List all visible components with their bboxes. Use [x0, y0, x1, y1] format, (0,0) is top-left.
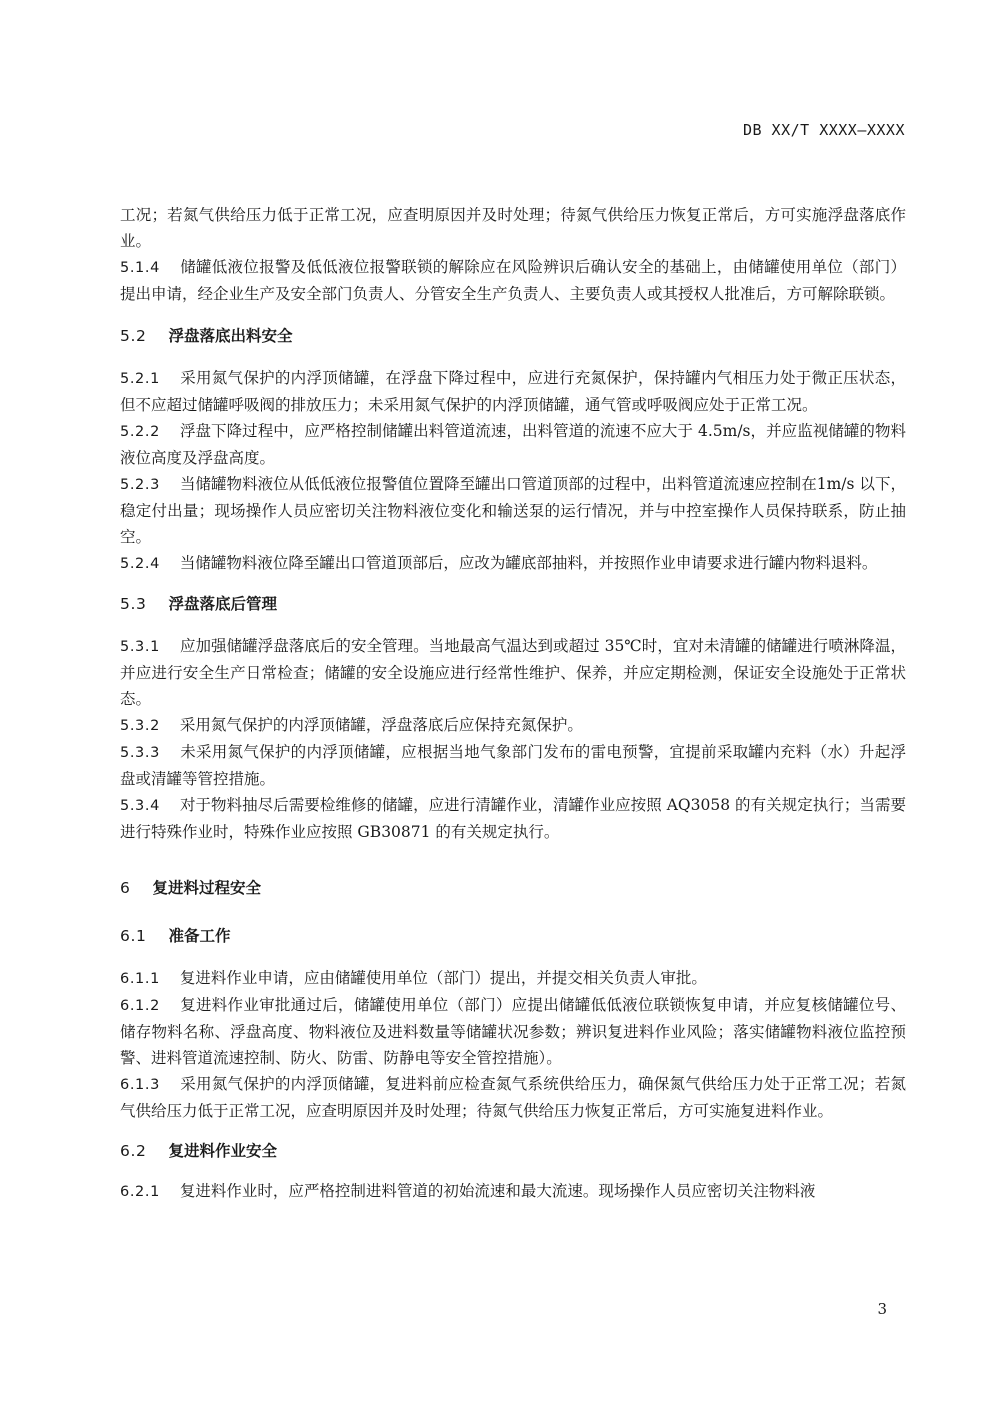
clause-text: 对于物料抽尽后需要检维修的储罐，应进行清罐作业，清罐作业应按照 AQ3058 的有关规定执行；当需要进行特殊作业时，特殊作业应按照 GB30871 的有关规定执行。: [120, 796, 906, 841]
clause-6-1-3: [120, 1071, 906, 1124]
clause-number: 5.2.2: [120, 424, 160, 440]
clause-5-3-1: [120, 633, 906, 712]
clause-5-3-3: [120, 739, 906, 792]
clause-number: 6.2.1: [120, 1184, 160, 1200]
clause-number: 5.1.4: [120, 260, 160, 276]
clause-6-1-2: [120, 992, 906, 1071]
clause-text: 采用氮气保护的内浮顶储罐，在浮盘下降过程中，应进行充氮保护，保持罐内气相压力处于微正压状态，但不应超过储罐呼吸阀的排放压力；未采用氮气保护的内浮顶储罐，通气管或呼吸阀应处于正常工况。: [120, 369, 906, 414]
document-body: [120, 202, 906, 1205]
clause-text: 复进料作业审批通过后，储罐使用单位（部门）应提出储罐低低液位联锁恢复申请，并应复核储罐位号、储存物料名称、浮盘高度、物料液位及进料数量等储罐状况参数；辨识复进料作业风险；落实储罐物料液位监控预警、进料管道流速控制、防火、防雷、防静电等安全管控措施）。: [120, 996, 906, 1067]
section-number: 6.1: [120, 927, 147, 945]
clause-number: 5.3.1: [120, 639, 160, 655]
clause-text: 储罐低液位报警及低低液位报警联锁的解除应在风险辨识后确认安全的基础上，由储罐使用单位（部门）提出申请，经企业生产及安全部门负责人、分管安全生产负责人、主要负责人或其授权人批准后，方可解除联锁。: [120, 258, 906, 303]
clause-5-3-4: [120, 792, 906, 845]
clause-6-2-1: [120, 1178, 906, 1205]
clause-5-2-3: [120, 471, 906, 550]
section-number: 5.3: [120, 595, 147, 613]
section-title: 浮盘落底后管理: [168, 595, 277, 613]
section-heading-6-1: [120, 923, 906, 949]
chapter-heading-6: [120, 875, 906, 901]
clause-text: 复进料作业时，应严格控制进料管道的初始流速和最大流速。现场操作人员应密切关注物料液: [179, 1182, 816, 1200]
clause-number: 5.3.4: [120, 798, 160, 814]
clause-6-1-1: [120, 965, 906, 992]
section-heading-5-3: [120, 591, 906, 617]
clause-text: 未采用氮气保护的内浮顶储罐，应根据当地气象部门发布的雷电预警，宜提前采取罐内充料（水）升起浮盘或清罐等管控措施。: [120, 743, 906, 788]
clause-number: 5.3.3: [120, 745, 160, 761]
clause-number: 6.1.3: [120, 1077, 160, 1093]
clause-number: 5.3.2: [120, 718, 160, 734]
section-heading-6-2: [120, 1138, 906, 1164]
clause-text: 浮盘下降过程中，应严格控制储罐出料管道流速，出料管道的流速不应大于 4.5m/s，并应监视储罐的物料液位高度及浮盘高度。: [120, 422, 906, 467]
clause-5-2-4: [120, 550, 906, 577]
clause-text: 复进料作业申请，应由储罐使用单位（部门）提出，并提交相关负责人审批。: [179, 969, 707, 987]
clause-number: 5.2.1: [120, 371, 160, 387]
section-number: 5.2: [120, 327, 147, 345]
page-number: 3: [877, 1300, 887, 1318]
clause-5-2-2: [120, 418, 906, 471]
clause-text: 当储罐物料液位降至罐出口管道顶部后，应改为罐底部抽料，并按照作业申请要求进行罐内物料退料。: [179, 554, 878, 572]
section-number: 6.2: [120, 1142, 147, 1160]
clause-text: 采用氮气保护的内浮顶储罐，浮盘落底后应保持充氮保护。: [179, 716, 583, 734]
clause-number: 6.1.2: [120, 998, 160, 1014]
clause-text: 当储罐物料液位从低低液位报警值位置降至罐出口管道顶部的过程中，出料管道流速应控制在1m/s 以下，稳定付出量；现场操作人员应密切关注物料液位变化和输送泵的运行情况，并与中控室操作人员保持联系，防止抽空。: [120, 475, 906, 546]
clause-5-1-4: [120, 254, 906, 307]
clause-number: 6.1.1: [120, 971, 160, 987]
document-code-header: DB XX/T XXXX—XXXX: [742, 121, 905, 139]
chapter-title: 复进料过程安全: [152, 879, 261, 897]
clause-5-3-2: [120, 712, 906, 739]
chapter-number: 6: [120, 879, 131, 897]
clause-text: 应加强储罐浮盘落底后的安全管理。当地最高气温达到或超过 35℃时，宜对未清罐的储罐进行喷淋降温，并应进行安全生产日常检查；储罐的安全设施应进行经常性维护、保养，并应定期检测，保证安全设施处于正常状态。: [120, 637, 906, 708]
section-title: 准备工作: [168, 927, 231, 945]
clause-number: 5.2.4: [120, 556, 160, 572]
clause-text: 采用氮气保护的内浮顶储罐，复进料前应检查氮气系统供给压力，确保氮气供给压力处于正常工况；若氮气供给压力低于正常工况，应查明原因并及时处理；待氮气供给压力恢复正常后，方可实施复进料作业。: [120, 1075, 906, 1120]
section-heading-5-2: [120, 323, 906, 349]
paragraph-continued: 工况；若氮气供给压力低于正常工况，应查明原因并及时处理；待氮气供给压力恢复正常后，方可实施浮盘落底作业。: [120, 206, 906, 250]
section-title: 浮盘落底出料安全: [168, 327, 293, 345]
clause-number: 5.2.3: [120, 477, 160, 493]
clause-5-2-1: [120, 365, 906, 418]
section-title: 复进料作业安全: [168, 1142, 277, 1160]
